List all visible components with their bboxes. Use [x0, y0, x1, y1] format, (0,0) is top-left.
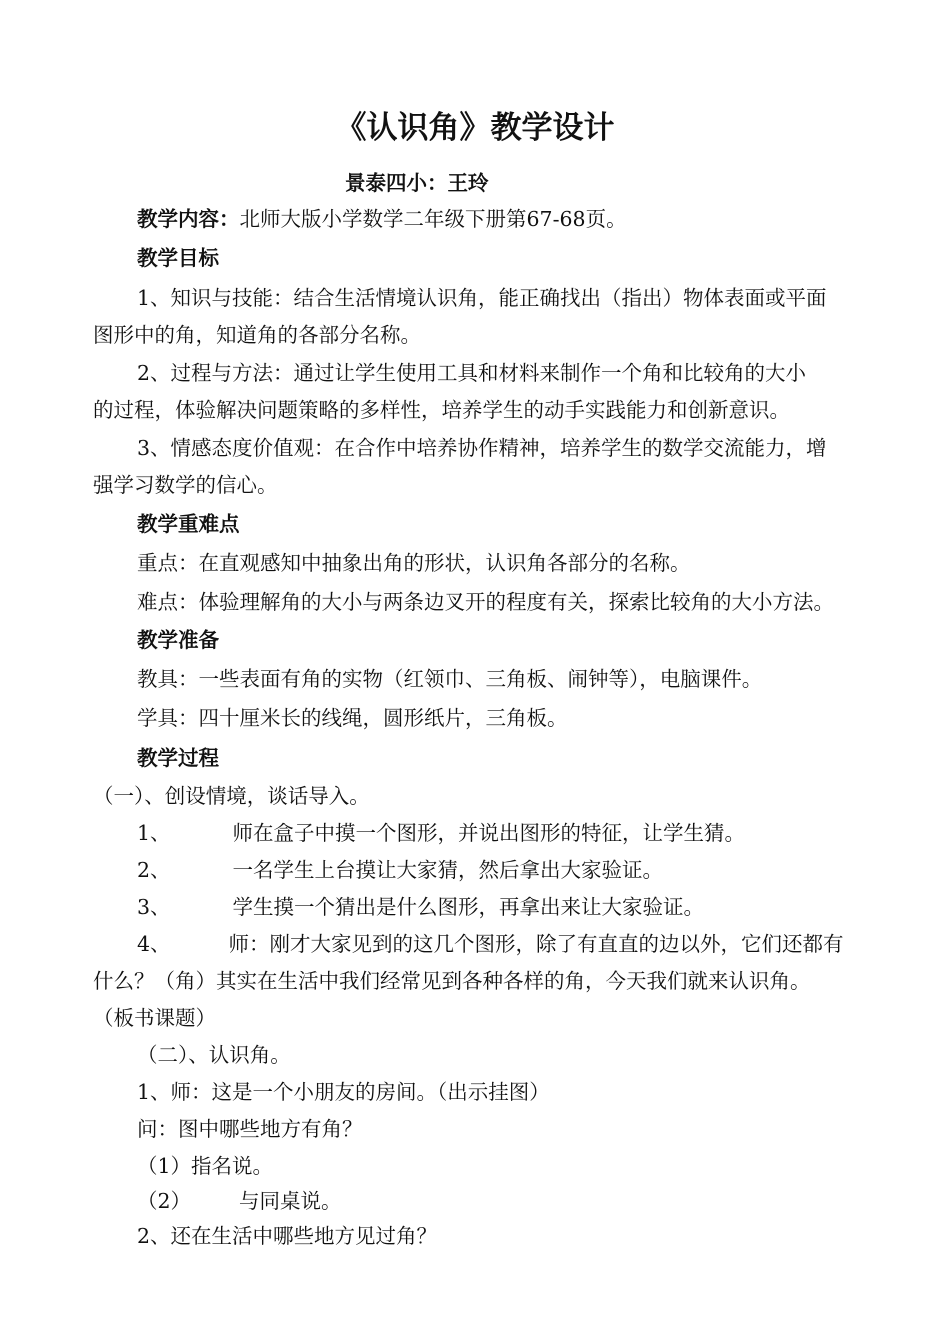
goal-1-line-2: 图形中的角，知道角的各部分名称。 [93, 323, 421, 347]
step-4-line-3: （板书课题） [93, 1006, 216, 1030]
goal-1-line-1: 1、知识与技能：结合生活情境认识角，能正确找出（指出）物体表面或平面 [137, 286, 827, 310]
document-title: 《认识角》教学设计 [335, 110, 615, 146]
step-2-text: 一名学生上台摸让大家猜，然后拿出大家验证。 [232, 858, 664, 882]
teacher-tools: 教具：一些表面有角的实物（红领巾、三角板、闹钟等），电脑课件。 [137, 667, 763, 691]
goal-2-line-1: 2、过程与方法：通过让学生使用工具和材料来制作一个角和比较角的大小 [137, 361, 807, 385]
step-4-line-2: 什么？（角）其实在生活中我们经常见到各种各样的角，今天我们就来认识角。 [93, 969, 811, 993]
prep-heading: 教学准备 [137, 628, 219, 652]
goals-heading: 教学目标 [137, 246, 219, 270]
step-3-number: 3、 [137, 895, 171, 919]
step-4-text: 师：刚才大家见到的这几个图形，除了有直直的边以外，它们还都有 [228, 932, 844, 956]
step-3-text: 学生摸一个猜出是什么图形，再拿出来让大家验证。 [232, 895, 705, 919]
answer-2-number: （2） [137, 1189, 192, 1213]
key-point: 重点：在直观感知中抽象出角的形状，认识角各部分的名称。 [137, 551, 691, 575]
answer-2-text: 与同桌说。 [239, 1189, 342, 1213]
part-2-item-1: 1、师：这是一个小朋友的房间。（出示挂图） [137, 1080, 550, 1104]
author-line: 景泰四小：王玲 [345, 171, 489, 195]
part-2-heading: （二）、认识角。 [137, 1043, 291, 1067]
keypoints-heading: 教学重难点 [137, 512, 240, 536]
step-2-number: 2、 [137, 858, 171, 882]
step-1-text: 师在盒子中摸一个图形，并说出图形的特征，让学生猜。 [232, 821, 746, 845]
step-3 [137, 895, 704, 919]
process-heading: 教学过程 [137, 746, 219, 770]
step-1 [137, 821, 745, 845]
goal-3-line-2: 强学习数学的信心。 [93, 473, 278, 497]
student-tools: 学具：四十厘米长的线绳，圆形纸片，三角板。 [137, 706, 568, 730]
goal-2-line-2: 的过程，体验解决问题策略的多样性，培养学生的动手实践能力和创新意识。 [93, 398, 790, 422]
content-label: 教学内容： [137, 207, 240, 231]
part-2-answer-1: （1）指名说。 [137, 1154, 274, 1178]
content-line [137, 207, 627, 231]
goal-3-line-1: 3、情感态度价值观：在合作中培养协作精神，培养学生的数学交流能力，增 [137, 436, 827, 460]
step-4 [137, 932, 844, 956]
part-2-answer-2 [137, 1189, 342, 1213]
part-2-question: 问：图中哪些地方有角？ [137, 1117, 363, 1141]
content-text: 北师大版小学数学二年级下册第67-68页。 [239, 207, 627, 231]
part-2-item-2: 2、还在生活中哪些地方见过角？ [137, 1224, 438, 1248]
step-4-number: 4、 [137, 932, 171, 956]
step-1-number: 1、 [137, 821, 171, 845]
step-2 [137, 858, 663, 882]
difficult-point: 难点：体验理解角的大小与两条边叉开的程度有关，探索比较角的大小方法。 [137, 590, 834, 614]
part-1-heading: （一）、创设情境，谈话导入。 [93, 784, 370, 808]
